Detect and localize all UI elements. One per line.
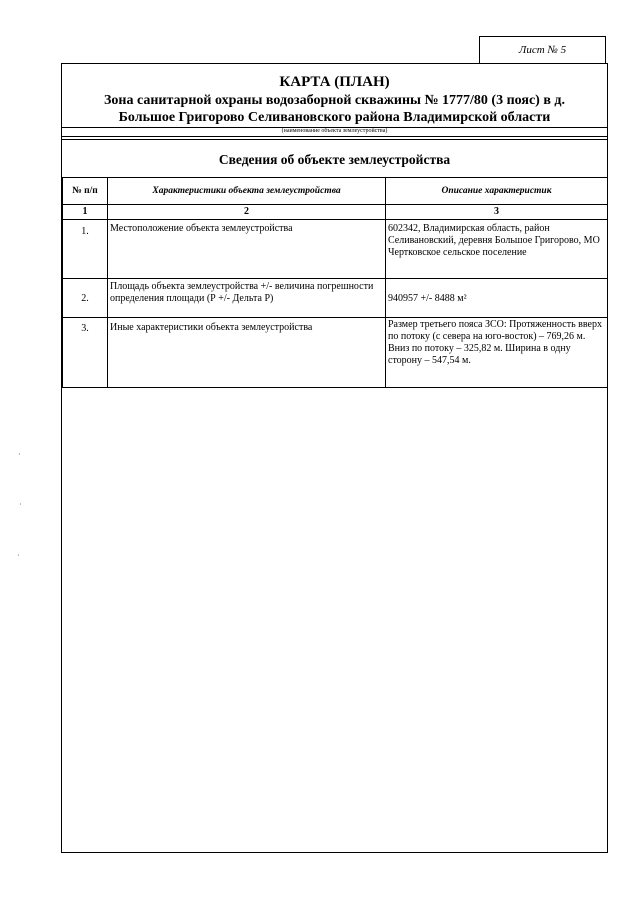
row-characteristic: Местоположение объекта землеустройства (108, 220, 386, 279)
object-caption: (наименование объекта землеустройства) (281, 128, 388, 134)
column-number-3: 3 (386, 205, 608, 220)
header-number: № п/п (63, 178, 108, 205)
scan-speck: · (17, 551, 20, 560)
column-number-1: 1 (63, 205, 108, 220)
row-description: 940957 +/- 8488 м² (386, 279, 608, 318)
row-characteristic: Иные характеристики объекта землеустройства (108, 318, 386, 388)
row-number: 2. (63, 279, 108, 318)
subtitle-line-1: Зона санитарной охраны водозаборной скважины № 1777/80 (3 пояс) в д. (104, 93, 565, 108)
characteristics-table (62, 177, 608, 388)
row-characteristic: Площадь объекта землеустройства +/- величина погрешности определения площади (Р +/- Дельта Р) (108, 279, 386, 318)
table-row (63, 318, 608, 388)
column-number-2: 2 (108, 205, 386, 220)
header-characteristic: Характеристики объекта землеустройства (108, 178, 386, 205)
document-frame (61, 63, 608, 853)
scan-speck: · (19, 500, 22, 509)
table-row (63, 220, 608, 279)
row-description: 602342, Владимирская область, район Селивановский, деревня Большое Григорово, МО Чертковское сельское поселение (386, 220, 608, 279)
row-number: 3. (63, 318, 108, 388)
row-number: 1. (63, 220, 108, 279)
scan-speck: · (18, 450, 21, 459)
column-number-row (63, 205, 608, 220)
header-description: Описание характеристик (386, 178, 608, 205)
section-title: Сведения об объекте землеустройства (218, 152, 451, 167)
sheet-number-label: Лист № 5 (479, 36, 606, 63)
row-description: Размер третьего пояса ЗСО: Протяженность вверх по потоку (с севера на юго-восток) – 769,26 м. Вниз по потоку – 325,82 м. Ширина в одну сторону – 547,54 м. (386, 318, 608, 388)
double-divider (62, 136, 607, 140)
subtitle-line-2: Большое Григорово Селивановского района Владимирской области (118, 110, 551, 125)
table-row (63, 279, 608, 318)
document-title: КАРТА (ПЛАН) (279, 74, 390, 90)
document-subtitle (66, 92, 603, 126)
table-header-row (63, 178, 608, 205)
